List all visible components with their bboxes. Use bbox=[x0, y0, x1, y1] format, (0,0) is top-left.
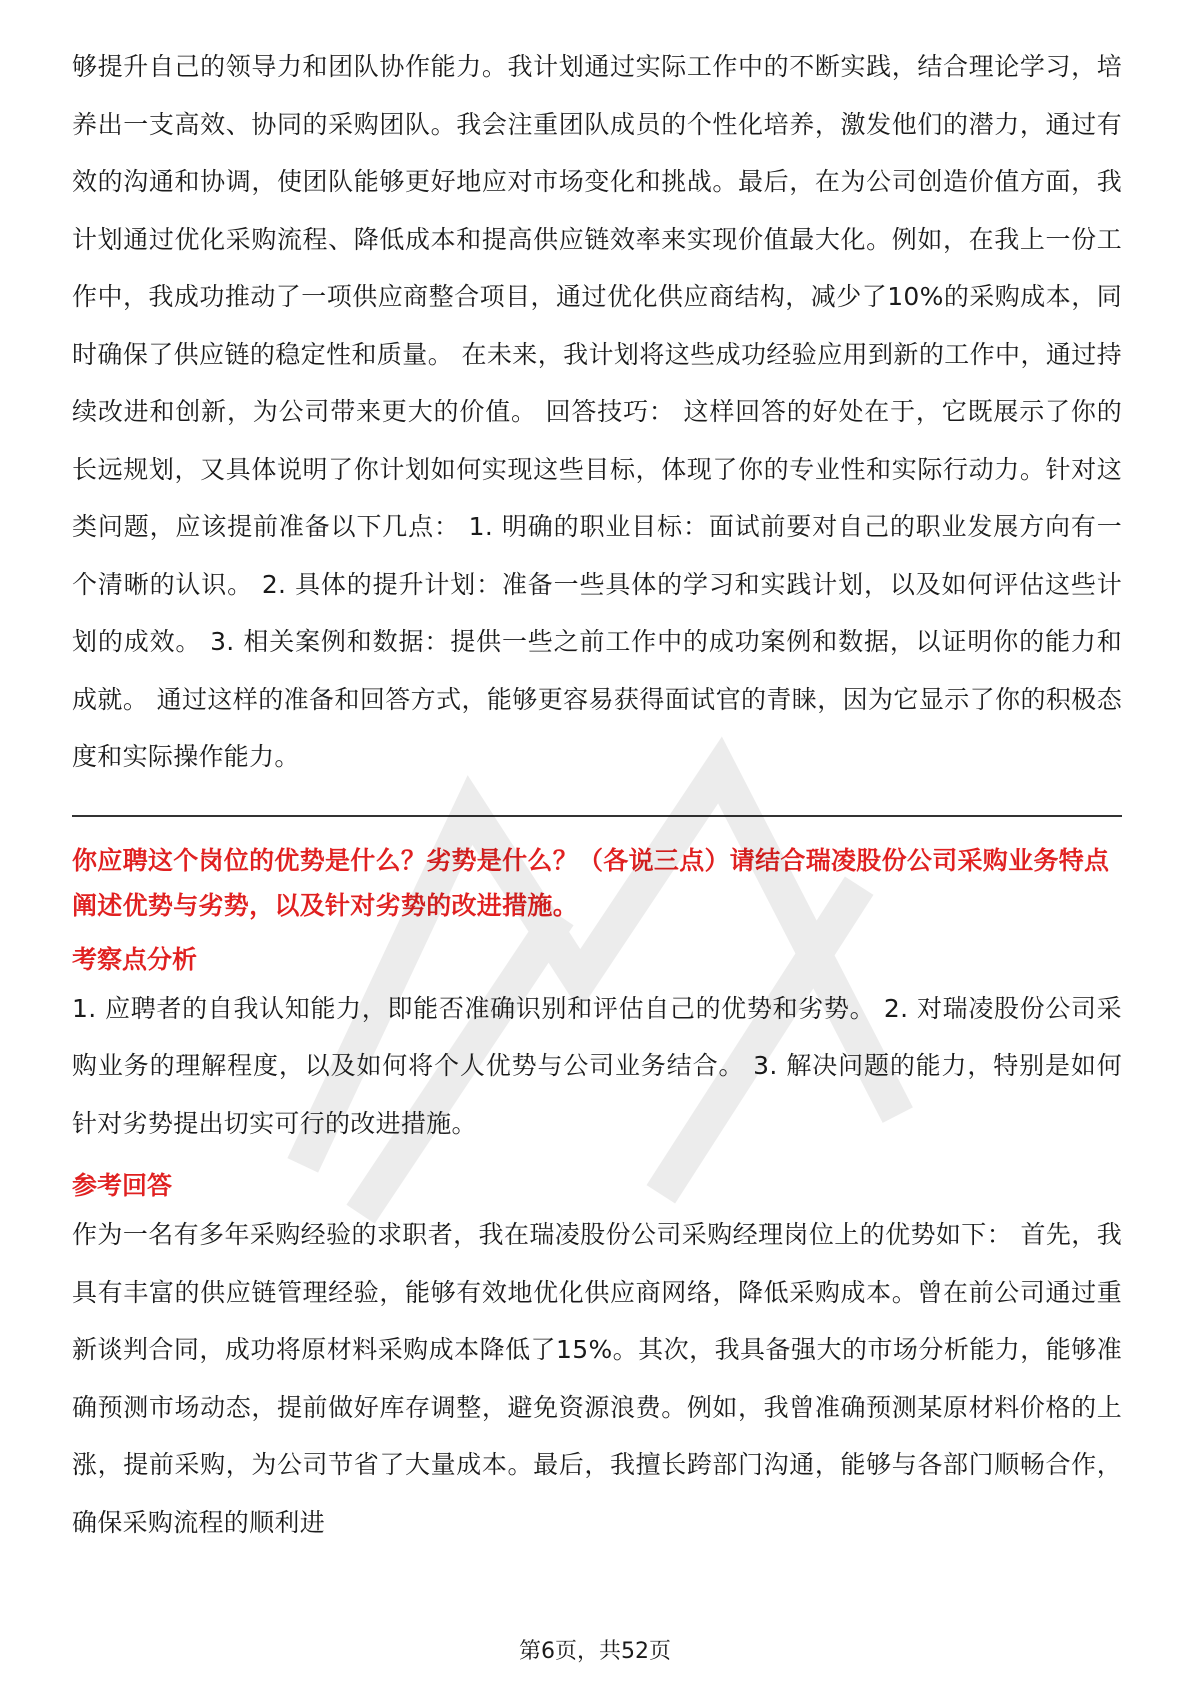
analysis-paragraph: 1. 应聘者的自我认知能力，即能否准确识别和评估自己的优势和劣势。 2. 对瑞凌股份公司采购业务的理解程度，以及如何将个人优势与公司业务结合。 3. 解决问题的能力，特别是如何针对劣势提出切实可行的改进措施。 bbox=[72, 993, 1122, 1138]
section-divider bbox=[72, 815, 1122, 817]
document-page bbox=[72, 38, 1122, 1551]
analysis-heading: 考察点分析 bbox=[72, 944, 198, 974]
reference-heading: 参考回答 bbox=[72, 1171, 173, 1200]
reference-paragraph: 作为一名有多年采购经验的求职者，我在瑞凌股份公司采购经理岗位上的优势如下： 首先，我具有丰富的供应链管理经验，能够有效地优化供应商网络，降低采购成本。曾在前公司通过重新谈判合同，成功将原材料采购成本降低了15%。其次，我具备强大的市场分析能力，能够准确预测市场动态，提前做好库存调整，避免资源浪费。例如，我曾准确预测某原材料价格的上涨，提前采购，为公司节省了大量成本。最后，我擅长跨部门沟通，能够与各部门顺畅合作，确保采购流程的顺利进 bbox=[72, 1220, 1122, 1537]
continuation-paragraph: 够提升自己的领导力和团队协作能力。我计划通过实际工作中的不断实践，结合理论学习，培养出一支高效、协同的采购团队。我会注重团队成员的个性化培养，激发他们的潜力，通过有效的沟通和协调，使团队能够更好地应对市场变化和挑战。最后，在为公司创造价值方面，我计划通过优化采购流程、降低成本和提高供应链效率来实现价值最大化。例如，在我上一份工作中，我成功推动了一项供应商整合项目，通过优化供应商结构，减少了10%的采购成本，同时确保了供应链的稳定性和质量。 在未来，我计划将这些成功经验应用到新的工作中，通过持续改进和创新，为公司带来更大的价值。 回答技巧： 这样回答的好处在于，它既展示了你的长远规划，又具体说明了你计划如何实现这些目标，体现了你的专业性和实际行动力。针对这类问题，应该提前准备以下几点： 1. 明确的职业目标：面试前要对自己的职业发展方向有一个清晰的认识。 2. 具体的提升计划：准备一些具体的学习和实践计划，以及如何评估这些计划的成效。 3. 相关案例和数据：提供一些之前工作中的成功案例和数据，以证明你的能力和成就。 通过这样的准备和回答方式，能够更容易获得面试官的青睐，因为它显示了你的积极态度和实际操作能力。 bbox=[72, 52, 1122, 771]
page-number: 第6页，共52页 bbox=[519, 1639, 671, 1664]
question-title: 你应聘这个岗位的优势是什么？劣势是什么？（各说三点）请结合瑞凌股份公司采购业务特点阐述优势与劣势，以及针对劣势的改进措施。 bbox=[72, 845, 1110, 920]
